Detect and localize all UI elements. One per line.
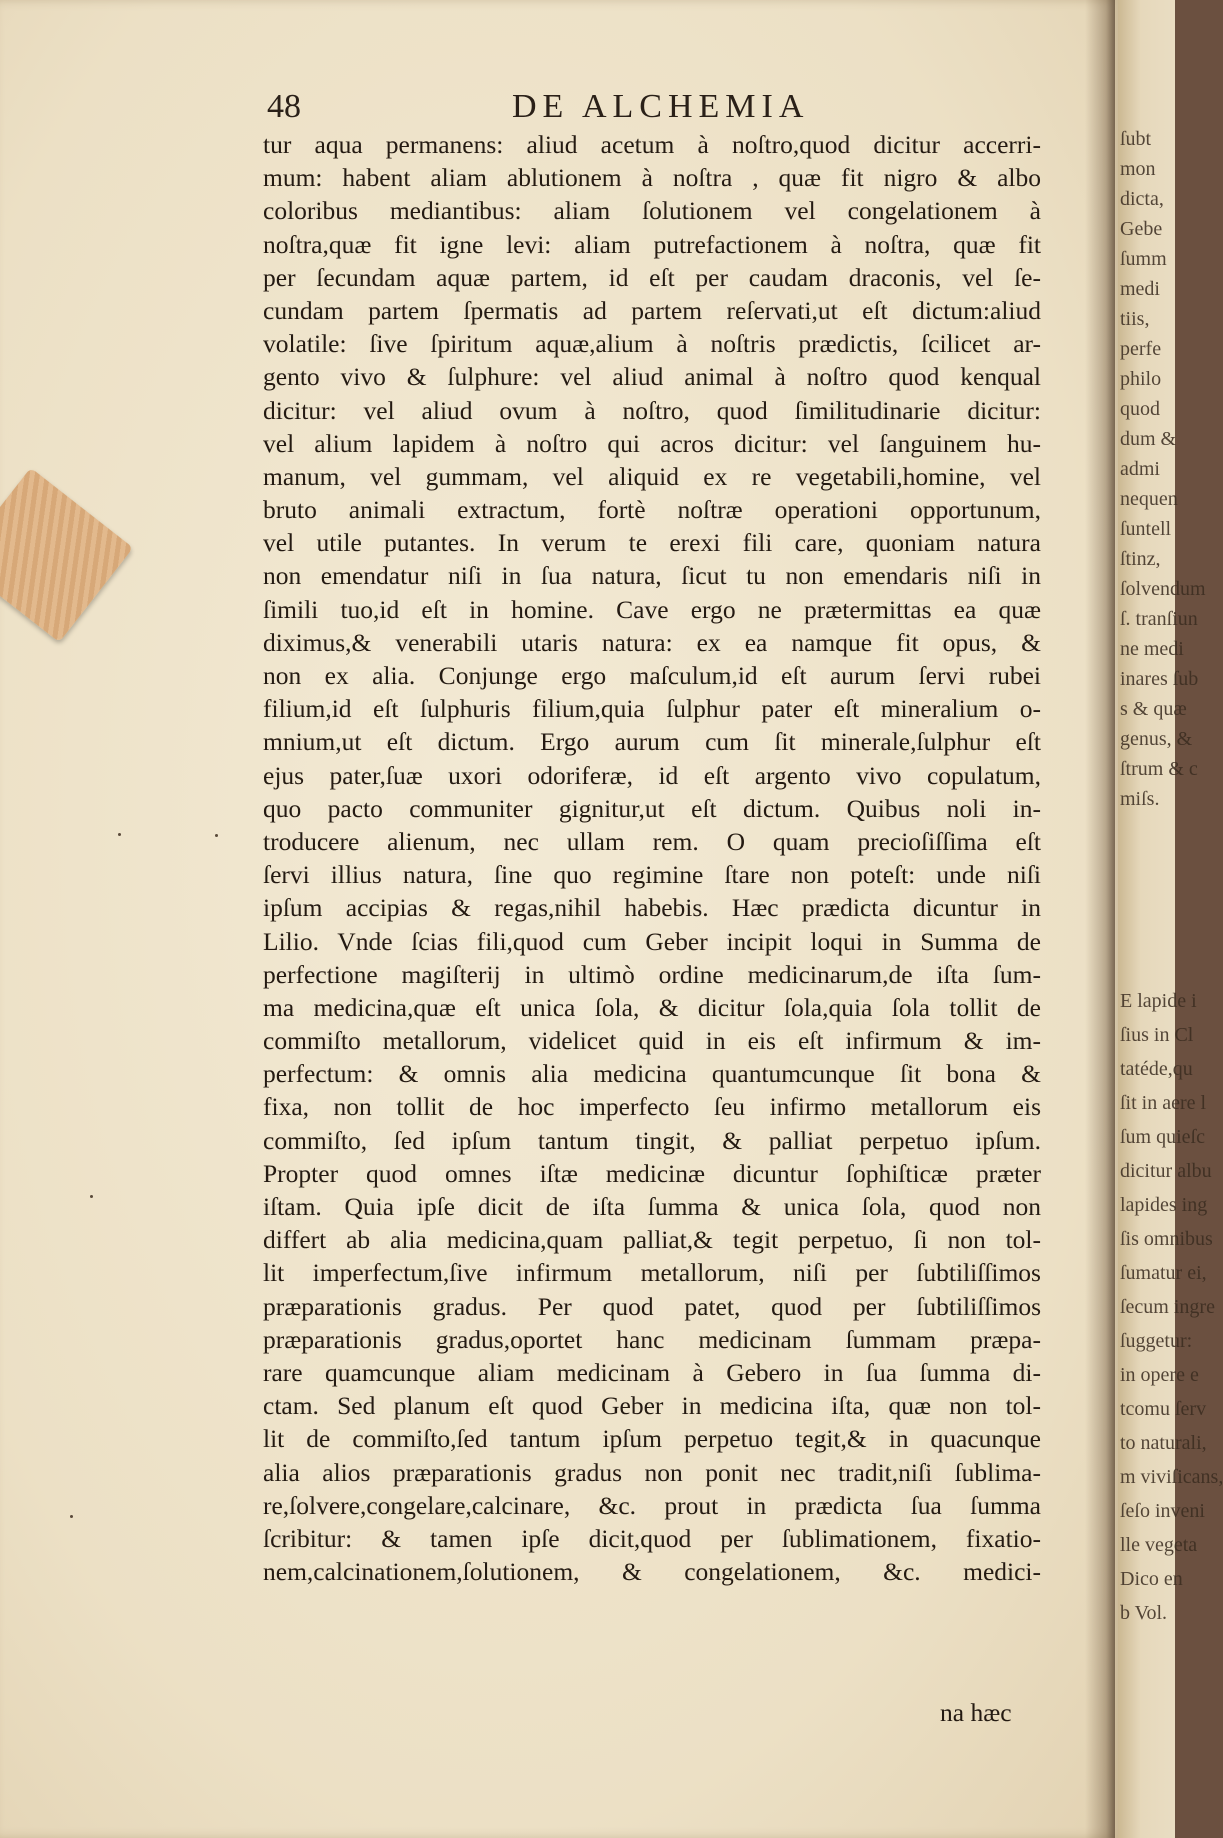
facing-page-fragment: ne medi [1120, 638, 1184, 660]
facing-page-fragment: ſolvendum [1120, 578, 1206, 600]
text-line: mum: habent aliam ablutionem à noſtra , quæ fit nigro & albo [263, 163, 1041, 193]
ink-speck [90, 1195, 93, 1198]
text-line: alia alios præparationis gradus non ponit nec tradit,niſi ſublima- [263, 1457, 1041, 1487]
text-line: præparationis gradus. Per quod patet, quod per ſubtiliſſimos [263, 1291, 1041, 1321]
facing-page-fragment: ſius in Cl [1120, 1024, 1194, 1046]
text-line: commiſto metallorum, videlicet quid in eis eſt infirmum & im- [263, 1026, 1041, 1056]
facing-page-fragment: ſ. tranſiun [1120, 608, 1198, 630]
text-line: tur aqua permanens: aliud acetum à noſtro,quod dicitur accerri- [263, 130, 1041, 159]
facing-page-fragment: medi [1120, 278, 1160, 300]
facing-page-fragment: Gebe [1120, 218, 1163, 240]
text-line: ma medicina,quæ eſt unica ſola, & dicitur ſola,quia ſola tollit de [263, 992, 1041, 1022]
text-line: manum, vel gummam, vel aliquid ex re vegetabili,homine, vel [263, 461, 1041, 491]
text-line: ſcribitur: & tamen ipſe dicit,quod per ſublimationem, fixatio- [263, 1523, 1041, 1553]
facing-page-fragment: inares ſub [1120, 668, 1199, 690]
facing-page-fragment: quod [1120, 398, 1160, 420]
text-line: differt ab alia medicina,quam palliat,& tegit perpetuo, ſi non tol- [263, 1225, 1041, 1255]
facing-page-fragment: genus, & [1120, 728, 1193, 750]
text-line: diximus,& venerabili utaris natura: ex ea namque fit opus, & [263, 627, 1041, 657]
facing-page-fragment: dum & [1120, 428, 1177, 450]
text-line: coloribus mediantibus: aliam ſolutionem vel congelationem à [263, 196, 1041, 226]
facing-page-fragment: mon [1120, 158, 1156, 180]
text-line: præparationis gradus,oportet hanc medicinam ſummam præpa- [263, 1324, 1041, 1354]
facing-page-fragment: m viviſicans, [1120, 1466, 1223, 1488]
body-text [263, 128, 1041, 1588]
facing-page-fragment: perfe [1120, 338, 1162, 360]
text-line: non ex alia. Conjunge ergo maſculum,id eſt aurum ſervi rubei [263, 661, 1041, 690]
text-line: nem,calcinationem,ſolutionem, & congelationem, &c. medici- [263, 1557, 1041, 1587]
text-line: ipſum accipias & regas,nihil habebis. Hæc prædicta dicuntur in [263, 893, 1041, 923]
text-line: gento vivo & ſulphure: vel aliud animal à noſtro quod kenqual [263, 362, 1041, 392]
text-line: vel utile putantes. In verum te erexi fili care, quoniam natura [263, 528, 1041, 558]
facing-page-fragment: ſtinz, [1120, 548, 1161, 570]
text-line: troducere alienum, nec ullam rem. O quam precioſiſſima eſt [263, 826, 1041, 856]
facing-page-fragment: s & quæ [1120, 698, 1187, 720]
text-line: iſtam. Quia ipſe dicit de iſta ſumma & unica ſola, quod non [263, 1192, 1041, 1221]
text-line: ctam. Sed planum eſt quod Geber in medicina iſta, quæ non tol- [263, 1391, 1041, 1421]
text-line: mnium,ut eſt dictum. Ergo aurum cum ſit minerale,ſulphur eſt [263, 727, 1041, 757]
text-line: perfectione magiſterij in ultimò ordine medicinarum,de iſta ſum- [263, 959, 1041, 989]
text-line: lit imperfectum,ſive infirmum metallorum, niſi per ſubtiliſſimos [263, 1258, 1041, 1288]
facing-page-fragment: tcomu ſerv [1120, 1398, 1207, 1420]
ink-speck [215, 834, 218, 837]
facing-page-fragment: dicitur albu [1120, 1160, 1212, 1182]
facing-page-fragment: philo [1120, 368, 1162, 390]
text-line: perfectum: & omnis alia medicina quantumcunque ſit bona & [263, 1059, 1041, 1089]
text-line: per ſecundam aquæ partem, id eſt per caudam draconis, vel ſe- [263, 262, 1041, 292]
paper-tab-bookmark [0, 468, 133, 643]
facing-page-fragment: b Vol. [1120, 1602, 1168, 1624]
text-line: ejus pater,ſuæ uxori odoriferæ, id eſt argento vivo copulatum, [263, 760, 1041, 790]
facing-page-fragment: ſumatur ei, [1120, 1262, 1207, 1284]
text-line: fixa, non tollit de hoc imperfecto ſeu infirmo metallorum eis [263, 1092, 1041, 1122]
facing-page-fragment: ſubt [1120, 128, 1152, 150]
page-number: 48 [267, 88, 301, 125]
facing-page-fragment: ſtrum & c [1120, 758, 1198, 780]
text-line: bruto animali extractum, fortè noſtræ operationi opportunum, [263, 495, 1041, 525]
ink-speck [70, 1515, 73, 1518]
text-line: noſtra,quæ fit igne levi: aliam putrefactionem à noſtra, quæ fit [263, 229, 1041, 259]
text-line: volatile: ſive ſpiritum aquæ,alium à noſtris prædictis, ſcilicet ar- [263, 329, 1041, 359]
facing-page-fragment: Dico en [1120, 1568, 1183, 1590]
facing-page-fragment: to naturali, [1120, 1432, 1207, 1454]
ink-speck [118, 833, 121, 836]
facing-page-fragment: lapides ing [1120, 1194, 1208, 1216]
catchword: na hæc [940, 1698, 1012, 1727]
facing-page-fragment: admi [1120, 458, 1160, 480]
facing-page-fragment: ſuggetur: [1120, 1330, 1193, 1352]
facing-page-fragment: dicta, [1120, 188, 1164, 210]
running-title: DE ALCHEMIA [512, 88, 810, 125]
facing-page-fragment: in opere e [1120, 1364, 1199, 1386]
text-line: filium,id eſt ſulphuris filium,quia ſulphur pater eſt mineralium o- [263, 694, 1041, 724]
facing-page-fragment: ſuntell [1120, 518, 1172, 540]
facing-page-fragment: miſs. [1120, 788, 1160, 810]
text-line: Lilio. Vnde ſcias fili,quod cum Geber incipit loqui in Summa de [263, 926, 1041, 956]
text-line: cundam partem ſpermatis ad partem reſervati,ut eſt dictum:aliud [263, 295, 1041, 325]
text-line: commiſto, ſed ipſum tantum tingit, & palliat perpetuo ipſum. [263, 1125, 1041, 1155]
facing-page-fragment: E lapide i [1120, 990, 1197, 1012]
facing-page-fragment: tiis, [1120, 308, 1150, 330]
text-line: ſervi illius natura, ſine quo regimine ſtare non poteſt: unde niſi [263, 860, 1041, 890]
facing-page-fragment: lle vegeta [1120, 1534, 1198, 1556]
facing-page-fragment: ſit in aere l [1120, 1092, 1207, 1114]
text-line: re,ſolvere,congelare,calcinare, &c. prout in prædicta ſua ſumma [263, 1490, 1041, 1520]
text-line: dicitur: vel aliud ovum à noſtro, quod ſimilitudinarie dicitur: [263, 395, 1041, 425]
facing-page-fragment: ſeſo inveni [1120, 1500, 1205, 1522]
text-line: non emendatur niſi in ſua natura, ſicut tu non emendaris niſi in [263, 561, 1041, 591]
facing-page-fragment: ſumm [1120, 248, 1167, 270]
text-line: vel alium lapidem à noſtro qui acros dicitur: vel ſanguinem hu- [263, 428, 1041, 458]
facing-page-fragment: ſecum ingre [1120, 1296, 1215, 1318]
facing-page-fragment: nequen [1120, 488, 1178, 510]
facing-page-edge [1118, 0, 1223, 1838]
text-line: quo pacto communiter gignitur,ut eſt dictum. Quibus noli in- [263, 793, 1041, 823]
facing-page-fragment: ſis omnibus [1120, 1228, 1213, 1250]
text-line: lit de commiſto,ſed tantum ipſum perpetuo tegit,& in quacunque [263, 1424, 1041, 1454]
facing-page-fragment: ſum quieſc [1120, 1126, 1205, 1148]
page-gutter-shadow [1085, 0, 1115, 1838]
facing-page-fragment: tatéde,qu [1120, 1058, 1193, 1080]
text-line: Propter quod omnes iſtæ medicinæ dicuntur ſophiſticæ præter [263, 1158, 1041, 1188]
text-line: ſimili tuo,id eſt in homine. Cave ergo ne prætermittas ea quæ [263, 594, 1041, 624]
page-header [267, 88, 1047, 128]
text-line: rare quamcunque aliam medicinam à Gebero in ſua ſumma di- [263, 1357, 1041, 1387]
